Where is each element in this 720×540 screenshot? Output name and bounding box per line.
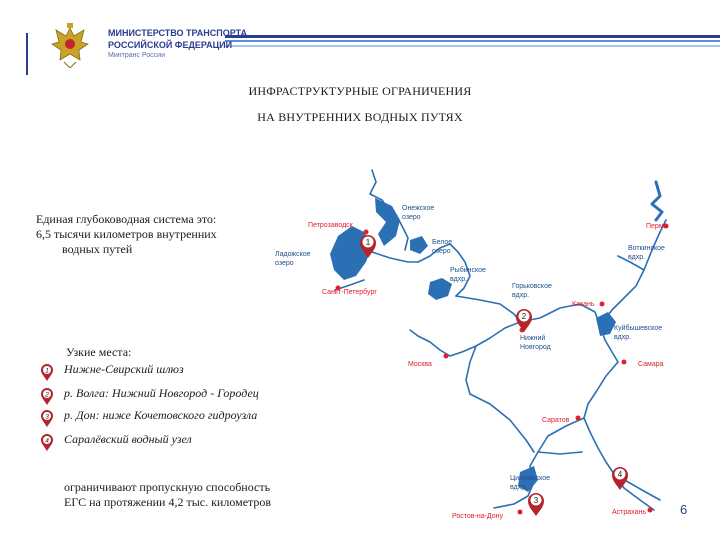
header — [0, 0, 720, 75]
label-gorkovskoe-1: Горьковское — [512, 283, 552, 290]
bottleneck-text: Нижне-Свирский шлюз — [64, 362, 184, 376]
logo-line-federation: РОССИЙСКОЙ ФЕДЕРАЦИИ — [108, 40, 233, 50]
label-ladoga-2: озеро — [275, 260, 294, 267]
intro-line3: водных путей — [62, 242, 133, 256]
page-title-line1: ИНФРАСТРУКТУРНЫЕ ОГРАНИЧЕНИЯ — [248, 84, 472, 98]
rybinsk-reservoir — [428, 278, 452, 300]
city-dot-moscow — [444, 354, 449, 359]
label-gorkovskoe-2: вдхр. — [512, 292, 530, 299]
intro-text — [36, 212, 276, 257]
label-onega-1: Онежское — [402, 205, 435, 212]
label-saratov: Саратов — [542, 417, 570, 424]
conclusion-line1: ограничивают пропускную способность — [64, 480, 271, 494]
logo-line-ministry: МИНИСТЕРСТВО ТРАНСПОРТА — [108, 28, 248, 38]
map-marker-2 — [516, 309, 532, 332]
label-beloe-2: озеро — [432, 248, 451, 255]
label-spb: Санкт-Петербург — [322, 289, 377, 296]
page-number: 6 — [680, 502, 688, 517]
svg-text:4: 4 — [617, 470, 623, 479]
city-dot-rostov — [518, 510, 523, 515]
map-marker-3 — [528, 493, 544, 516]
svg-text:1: 1 — [365, 238, 371, 247]
bottleneck-text: р. Дон: ниже Кочетовского гидроузла — [64, 408, 258, 422]
label-nn-2: Новгород — [520, 344, 551, 351]
label-rostov: Ростов-на-Дону — [452, 513, 503, 520]
label-votkinsk-2: вдхр. — [628, 254, 646, 261]
svg-text:4: 4 — [45, 437, 49, 445]
page-title-line2: НА ВНУТРЕННИХ ВОДНЫХ ПУТЯХ — [257, 110, 463, 124]
svg-text:3: 3 — [533, 496, 539, 505]
kuibyshev-reservoir — [596, 312, 616, 336]
double-headed-eagle-emblem-icon — [50, 22, 90, 68]
bottlenecks-title: Узкие места: — [66, 345, 132, 359]
label-moscow: Москва — [408, 361, 432, 368]
label-tsimlyansk-2: вдхр. — [510, 484, 528, 491]
city-dot-saratov — [576, 416, 581, 421]
label-ladoga-1: Ладожское — [275, 251, 311, 258]
beloe-lake — [410, 236, 428, 254]
label-astrakhan: Астрахань — [612, 509, 646, 516]
label-tsimlyansk-1: Цимлянское — [510, 475, 551, 482]
map-pin-icon — [40, 364, 54, 382]
city-dot-kazan — [600, 302, 605, 307]
intro-line1: Единая глубоководная система это: — [36, 212, 217, 226]
label-kuibyshev-1: Куйбышевское — [614, 325, 663, 332]
map-pin-icon — [40, 434, 54, 452]
svg-text:3: 3 — [45, 413, 49, 421]
conclusion-line2: ЕГС на протяжении 4,2 тыс. километров — [64, 495, 272, 509]
label-petrozavodsk: Петрозаводск — [308, 222, 353, 229]
city-dot-samara — [622, 360, 627, 365]
svg-text:2: 2 — [45, 391, 49, 399]
svg-text:1: 1 — [45, 367, 49, 375]
onega-lake — [375, 198, 400, 246]
map-pin-icon — [40, 410, 54, 428]
label-rybinsk-2: вдхр. — [450, 276, 468, 283]
label-perm: Пермь — [646, 223, 668, 230]
waterways-map — [270, 160, 720, 530]
label-beloe-1: Белое — [432, 239, 453, 246]
map-marker-4 — [612, 467, 628, 490]
svg-text:2: 2 — [521, 312, 527, 321]
label-kazan: Казань — [572, 301, 595, 308]
intro-line2: 6,5 тысячи километров внутренних — [36, 227, 217, 241]
city-dot-astrakhan — [648, 508, 653, 513]
logo-line-short: Минтранс России — [108, 52, 165, 59]
map-pin-icon — [40, 388, 54, 406]
bottleneck-text: р. Волга: Нижний Новгород - Городец — [64, 386, 259, 400]
label-nn-1: Нижний — [520, 335, 546, 342]
label-onega-2: озеро — [402, 214, 421, 221]
bottleneck-markers — [360, 235, 628, 516]
ministry-logo — [28, 22, 248, 72]
city-dot-petrozavodsk — [364, 230, 369, 235]
label-votkinsk-1: Воткинское — [628, 245, 665, 252]
label-rybinsk-1: Рыбинское — [450, 267, 486, 274]
label-samara: Самара — [638, 361, 664, 368]
bottleneck-text: Саралёвский водный узел — [64, 432, 192, 446]
label-kuibyshev-2: вдхр. — [614, 334, 632, 341]
